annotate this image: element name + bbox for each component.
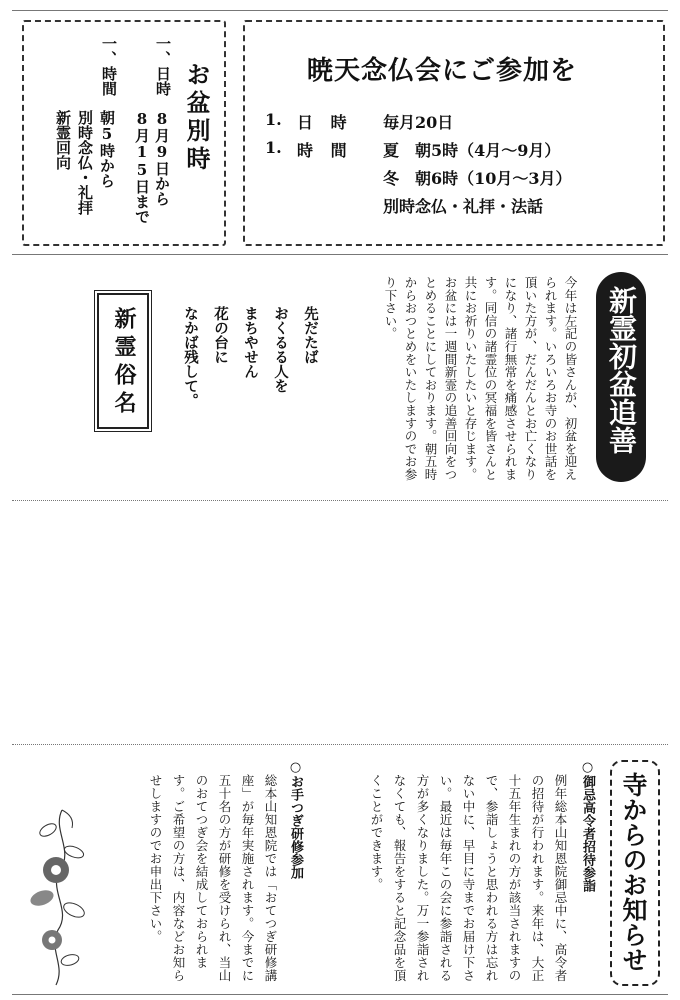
gyoten-row1-value: 毎月20日 [383,113,454,132]
names-blank-area [12,502,668,742]
oshirase-title: 寺からのお知らせ [619,772,648,972]
hatsubon-title: 新霊初盆追善 [605,286,638,454]
hatsubon-title-badge [596,272,646,482]
morning-glory-illustration [22,800,94,990]
gyoten-title: 暁天念仏会にご参加を [307,56,578,86]
zokumyo-label: 新霊俗名 [111,307,137,419]
oshirase-title-box [610,760,660,986]
gyoten-row2-num: 1. [265,138,282,157]
obon-item1-label: 一、日時 [154,36,172,96]
gyoten-row1-label: 日 時 [297,113,353,132]
poem-line2: おくるる人を [272,306,289,393]
gyoten-row1-num: 1. [265,110,282,129]
gyoten-box [243,20,665,246]
poem-line5: なかば残して。 [182,306,199,408]
section2-body: 総本山知恩院では「おてつぎ研修講座」が毎年実施されます。今までに五十名の方が研修を受けられ、当山のおてつぎ会を結成しておられます。ご希望の方は、内容などお知らせしますのでお申出下さい。 [148,774,278,982]
obon-item2-line1: 朝5時から [98,110,116,188]
gyoten-row2-value2: 冬 朝6時（10月～3月） [383,169,572,188]
obon-item2-line3: 新霊回向 [54,110,72,170]
poem-line3: まちやせん [242,306,259,379]
poem-line4: 花の台に [212,306,229,364]
gyoten-row2-value1: 夏 朝5時（4月～9月） [383,141,561,160]
gyoten-row2-label: 時 間 [297,141,353,160]
obon-item2-label: 一、時間 [100,36,118,96]
obon-box [22,20,226,246]
section1-heading: ○御忌高令者招待参詣 [580,760,595,892]
poem-line1: 先だたば [302,306,319,364]
section1-body: 例年総本山知恩院御忌中に、高令者の招待が行われます。来年は、大正十五年生まれの方が該当されますので、参詣しょうと思われる方は忘れない中に、早目に寺までお届け下さい。最近は毎年この会に参詣される方が多くなりました。万一参詣されなくても、報告をすると記念品を頂くことができます。 [369,774,568,982]
obon-item2-line2: 別時念仏・礼拝 [76,110,94,215]
obon-item1-line2: 8月15日まで [133,110,151,224]
section2-heading: ○お手つぎ研修参加 [288,760,303,879]
hatsubon-body: 今年は左記の皆さんが、初盆を迎えられます。いろいろお寺のお世話を頂いた方が、だんだんとお亡くなりになり、諸行無常を痛感させられます。同信の諸霊位の冥福を皆さんと共にお祈りいたしたいと存じます。お盆には一週間新霊の追善回向をつとめることにしております。朝五時からおつとめをいたしますのでお参り下さい。 [383,276,578,481]
zokumyo-label-box [94,290,152,432]
gyoten-row2-value3: 別時念仏・礼拝・法話 [383,197,544,216]
obon-title: お盆別時 [182,62,211,174]
obon-item1-line1: 8月9日から [153,110,171,206]
